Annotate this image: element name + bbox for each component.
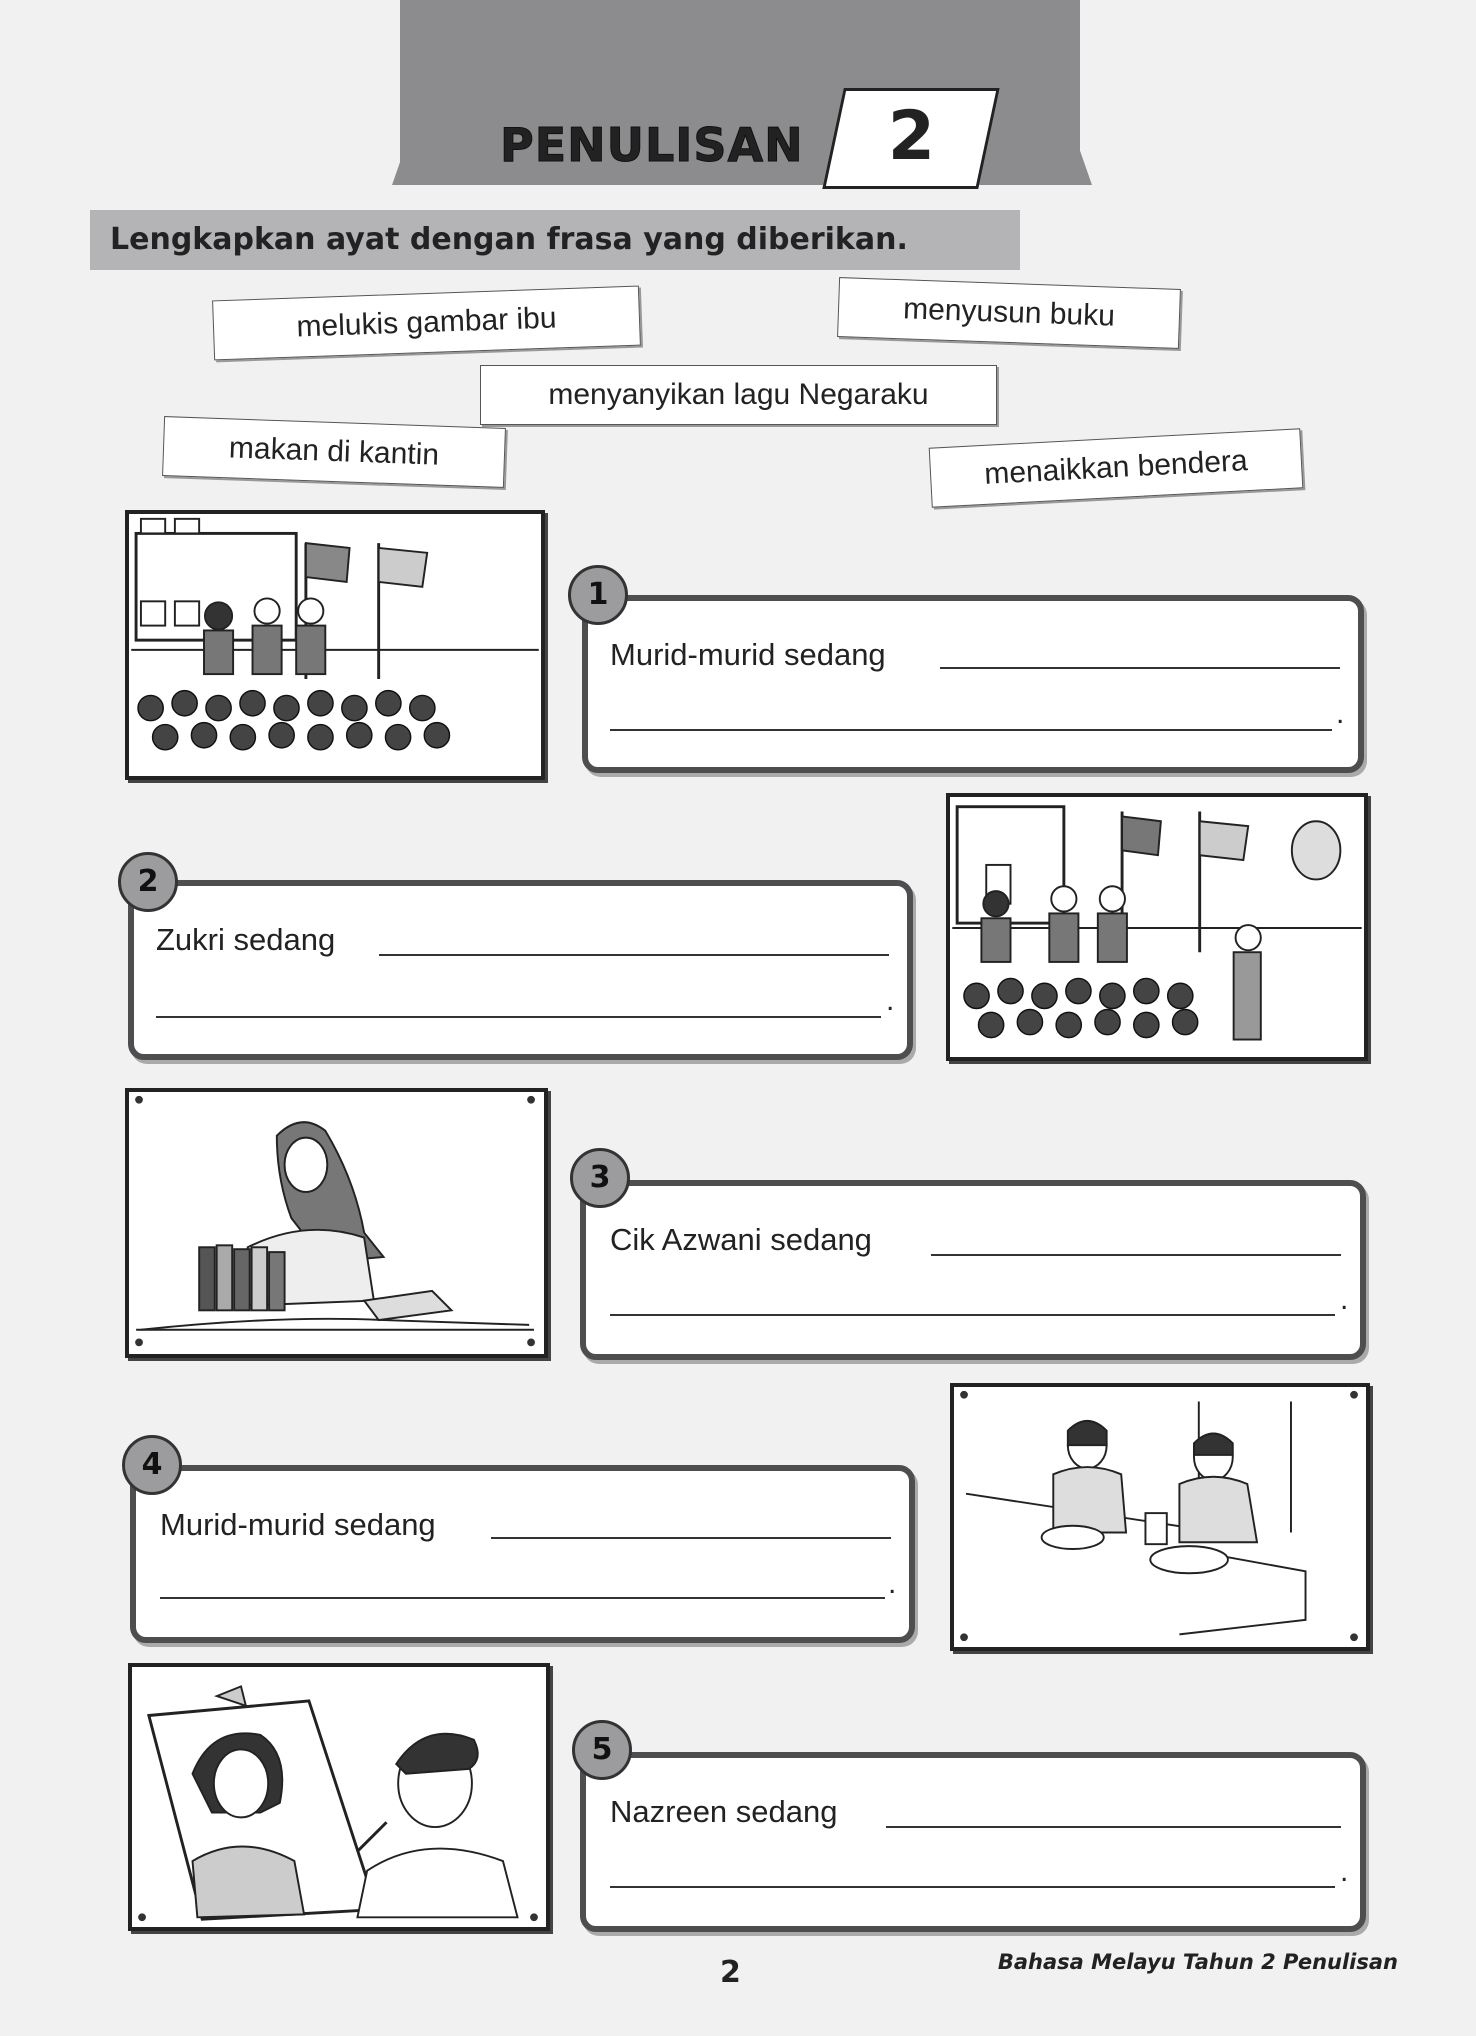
question-number: 4	[122, 1435, 182, 1495]
answer-line[interactable]	[160, 1597, 885, 1599]
answer-line[interactable]	[610, 1314, 1335, 1316]
question-number: 2	[118, 852, 178, 912]
picture-assembly	[125, 510, 545, 780]
question-number: 1	[568, 565, 628, 625]
sentence-period: .	[886, 984, 895, 1017]
question-box	[128, 880, 913, 1060]
teacher-books-illustration	[129, 1092, 544, 1354]
answer-line[interactable]	[491, 1537, 891, 1539]
question-number: 3	[570, 1148, 630, 1208]
answer-line[interactable]	[931, 1254, 1341, 1256]
sentence-period: .	[1336, 697, 1345, 730]
phrase-chip: menyanyikan lagu Negaraku	[480, 365, 997, 425]
question-box	[580, 1752, 1366, 1932]
flag-raising-illustration	[950, 797, 1364, 1057]
picture-drawing	[128, 1663, 550, 1931]
picture-teacher-books	[125, 1088, 548, 1358]
phrase-chip: menyusun buku	[837, 277, 1181, 349]
sentence-period: .	[888, 1567, 897, 1600]
picture-flag-raising	[946, 793, 1368, 1061]
phrase-chip: menaikkan bendera	[929, 428, 1304, 507]
answer-line[interactable]	[940, 667, 1340, 669]
answer-line[interactable]	[610, 1886, 1335, 1888]
question-box	[580, 1180, 1366, 1360]
sentence-period: .	[1340, 1283, 1349, 1316]
question-prompt: Cik Azwani sedang	[610, 1222, 872, 1257]
question-number: 5	[572, 1720, 632, 1780]
question-prompt: Nazreen sedang	[610, 1794, 838, 1829]
chapter-number-box	[822, 88, 999, 189]
answer-line[interactable]	[610, 729, 1332, 731]
picture-canteen	[950, 1383, 1370, 1651]
question-box	[582, 595, 1364, 773]
book-title: Bahasa Melayu Tahun 2 Penulisan	[997, 1950, 1398, 1974]
drawing-illustration	[132, 1667, 546, 1927]
question-prompt: Zukri sedang	[156, 922, 336, 957]
question-prompt: Murid-murid sedang	[160, 1507, 436, 1542]
chapter-number: 2	[887, 97, 936, 176]
phrase-chip: makan di kantin	[162, 416, 506, 488]
answer-line[interactable]	[379, 954, 889, 956]
instruction-text: Lengkapkan ayat dengan frasa yang diberikan.	[110, 222, 908, 257]
canteen-illustration	[954, 1387, 1366, 1647]
sentence-period: .	[1340, 1855, 1349, 1888]
answer-line[interactable]	[156, 1016, 881, 1018]
page-title: PENULISAN	[500, 118, 804, 172]
assembly-illustration	[129, 514, 541, 776]
page-number: 2	[720, 1955, 741, 1990]
question-box	[130, 1465, 915, 1643]
phrase-chip: melukis gambar ibu	[212, 286, 641, 361]
question-prompt: Murid-murid sedang	[610, 637, 886, 672]
answer-line[interactable]	[886, 1826, 1341, 1828]
